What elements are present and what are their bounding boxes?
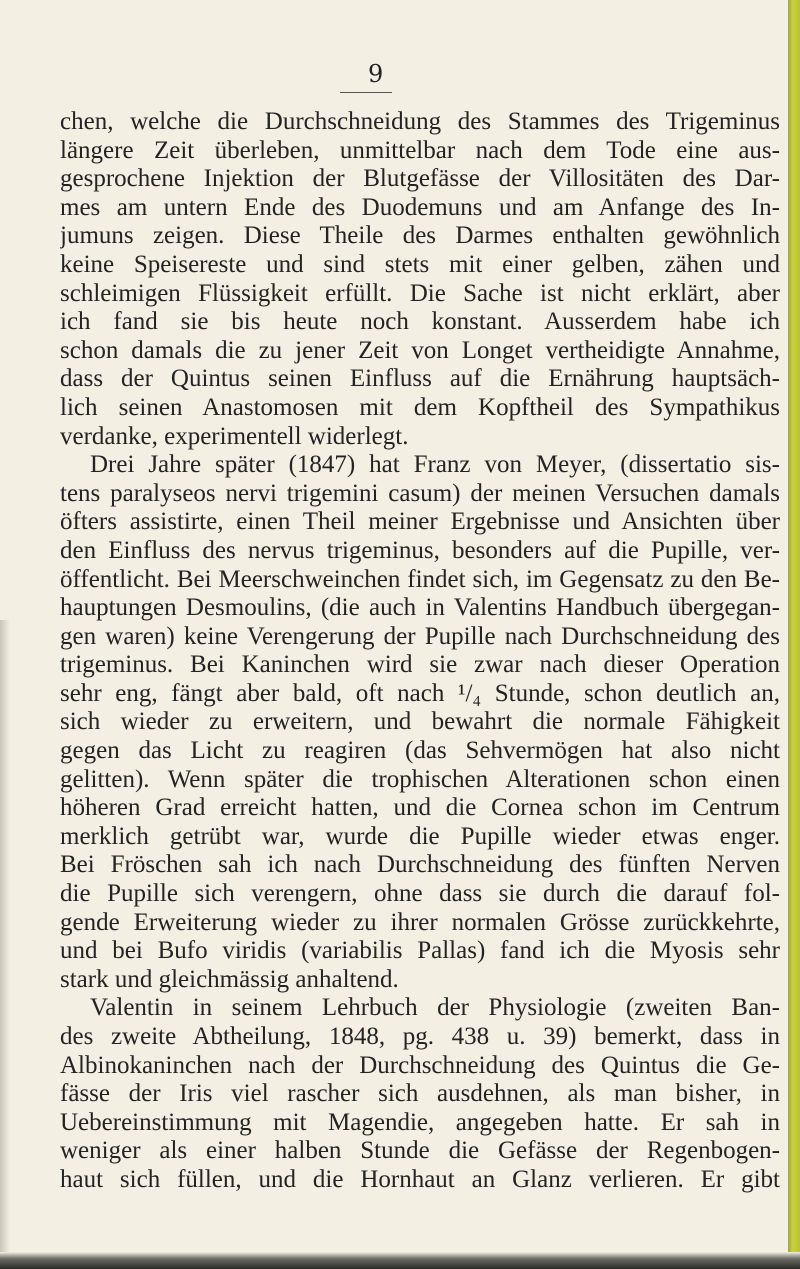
text-line: Uebereinstimmung mit Magendie, angegeben hatte. Er sah in <box>60 1108 780 1136</box>
text-line: Bei Fröschen sah ich nach Durchschneidung des fünften Nerven <box>60 851 780 879</box>
text-line: gegen das Licht zu reagiren (das Sehvermögen hat also nicht <box>60 737 780 765</box>
page-shadow <box>0 620 10 1260</box>
text-line: tens paralyseos nervi trigemini casum) der meinen Versuchen damals <box>60 479 780 507</box>
text-line: die Pupille sich verengern, ohne dass sie durch die darauf fol- <box>60 880 780 908</box>
text-line: mes am untern Ende des Duodemuns und am Anfange des In- <box>60 193 780 221</box>
text-line: keine Speisereste und sind stets mit einer gelben, zähen und <box>60 250 780 278</box>
text-line: jumuns zeigen. Diese Theile des Darmes enthalten gewöhnlich <box>60 222 780 250</box>
text-line: Drei Jahre später (1847) hat Franz von Meyer, (dissertatio sis- <box>90 451 780 479</box>
text-line: dass der Quintus seinen Einfluss auf die Ernährung hauptsäch- <box>60 365 780 393</box>
text-line: gende Erweiterung wieder zu ihrer normalen Grösse zurückkehrte, <box>60 908 780 936</box>
text-line: chen, welche die Durchschneidung des Stammes des Trigeminus <box>60 108 780 135</box>
text-line: weniger als einer halben Stunde die Gefässe der Regenbogen- <box>60 1137 780 1165</box>
text-line: Valentin in seinem Lehrbuch der Physiologie (zweiten Ban- <box>90 994 780 1022</box>
text-line: sich wieder zu erweitern, und bewahrt die normale Fähigkeit <box>60 708 780 736</box>
text-line: gesprochene Injektion der Blutgefässe der Villositäten des Dar- <box>60 165 780 193</box>
text-line: den Einfluss des nervus trigeminus, besonders auf die Pupille, ver- <box>60 536 780 564</box>
header-rule <box>340 92 392 93</box>
text-line: verdanke, experimentell widerlegt. <box>60 422 409 450</box>
text-line: öfters assistirte, einen Theil meiner Ergebnisse und Ansichten über <box>60 508 780 536</box>
text-line: Albinokaninchen nach der Durchschneidung des Quintus die Ge- <box>60 1051 780 1079</box>
text-line: lich seinen Anastomosen mit dem Kopftheil des Sympathikus <box>60 393 780 421</box>
text-line: gelitten). Wenn später die trophischen Alterationen schon einen <box>60 765 780 793</box>
text-line: fässe der Iris viel rascher sich ausdehnen, als man bisher, in <box>60 1080 780 1108</box>
paragraph-3 <box>60 994 780 1194</box>
text-line: schon damals die zu jener Zeit von Longet vertheidigte Annahme, <box>60 336 780 364</box>
text-line: ich fand sie bis heute noch konstant. Ausserdem habe ich <box>60 308 780 336</box>
paragraph-2 <box>60 451 780 994</box>
text-line: höheren Grad erreicht hatten, und die Cornea schon im Centrum <box>60 794 780 822</box>
text-line: merklich getrübt war, wurde die Pupille wieder etwas enger. <box>60 822 780 850</box>
text-line: gen waren) keine Verengerung der Pupille nach Durchschneidung des <box>60 622 780 650</box>
paragraph-1 <box>60 108 780 451</box>
text-line: längere Zeit überleben, unmittelbar nach dem Tode eine aus- <box>60 136 780 164</box>
page-number: 9 <box>368 60 384 88</box>
text-line: schleimigen Flüssigkeit erfüllt. Die Sache ist nicht erklärt, aber <box>60 279 780 307</box>
text-line: stark und gleichmässig anhaltend. <box>60 965 399 993</box>
text-line: des zweite Abtheilung, 1848, pg. 438 u. 39) bemerkt, dass in <box>60 1023 780 1050</box>
page-edge-spine <box>788 0 800 1269</box>
text-line: und bei Bufo viridis (variabilis Pallas) fand ich die Myosis sehr <box>60 937 780 965</box>
body-text <box>60 108 780 1195</box>
text-line: haut sich füllen, und die Hornhaut an Glanz verlieren. Er gibt <box>60 1165 780 1193</box>
text-line: hauptungen Desmoulins, (die auch in Valentins Handbuch übergegan- <box>60 594 780 622</box>
text-line: sehr eng, fängt aber bald, oft nach ¹/₄ Stunde, schon deutlich an, <box>60 679 780 707</box>
text-line: trigeminus. Bei Kaninchen wird sie zwar nach dieser Operation <box>60 651 780 679</box>
text-line: öffentlicht. Bei Meerschweinchen findet sich, im Gegensatz zu den Be- <box>60 565 780 593</box>
page-bottom-edge <box>0 1252 800 1269</box>
